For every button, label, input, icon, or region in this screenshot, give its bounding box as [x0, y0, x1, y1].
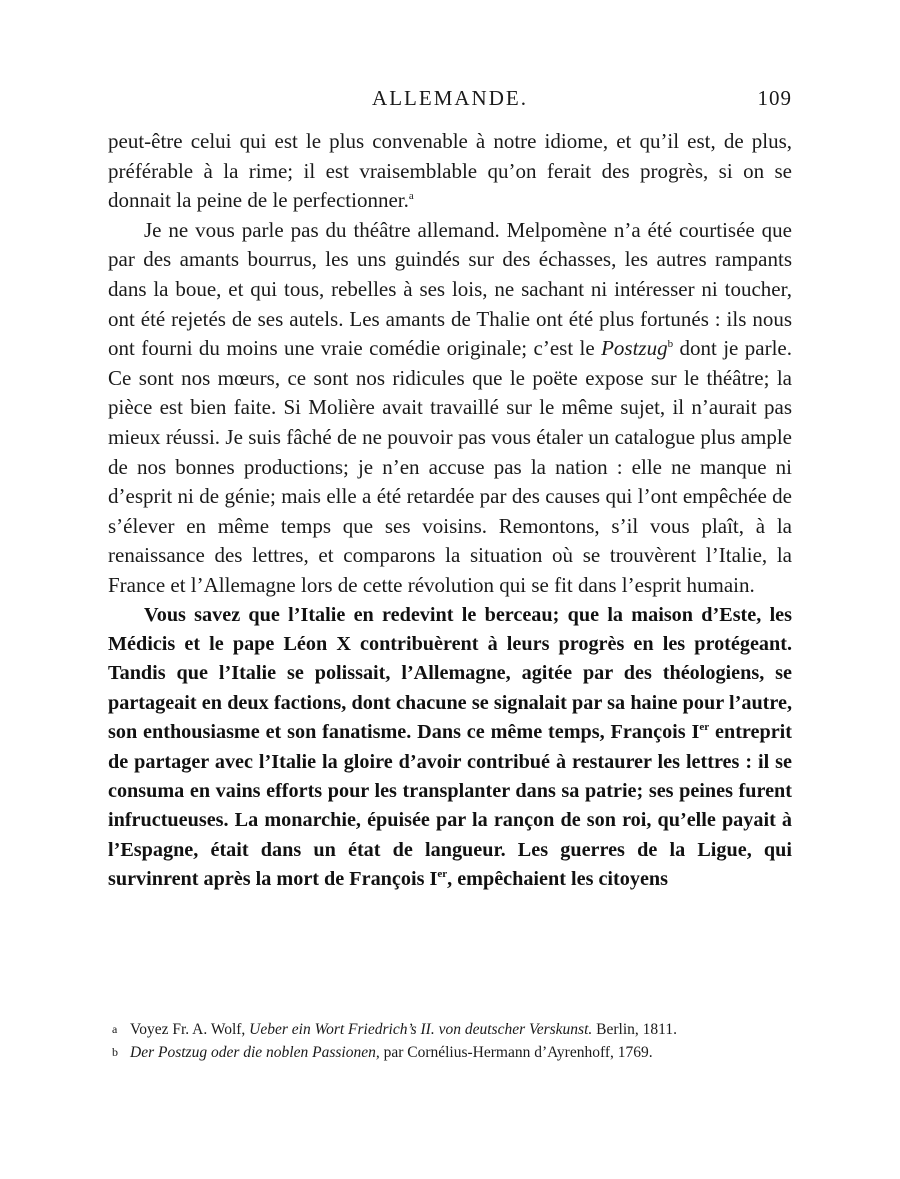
footnote-b — [108, 1041, 792, 1064]
footnote-mark: b — [112, 1045, 118, 1059]
paragraph-continuation — [108, 127, 792, 216]
footnote-text — [130, 1018, 677, 1041]
text-run: Vous savez que l’Italie en redevint le berceau; que la maison d’Este, les Médicis et le pape Léon X contribuèrent à leurs progrès en les protégeant. Tandis que l’Italie se polissait, l’Allemagne, agitée par des théologiens, se partageait en deux factions, dont chacune se signalait par sa haine pour l’autre, son enthousiasme et son fanatisme. Dans ce même temps, François I — [108, 603, 792, 744]
text-run: Berlin, 1811. — [592, 1021, 677, 1038]
footnote-a — [108, 1018, 792, 1041]
italic-text: Ueber ein Wort Friedrich’s II. von deutscher Verskunst. — [249, 1021, 593, 1038]
text-run: dont je parle. Ce sont nos mœurs, ce sont nos ridicules que le poëte expose sur le théâtre; la pièce est bien faite. Si Molière avait travaillé sur le même sujet, il n’aurait pas mieux réussi. Je suis fâché de ne pouvoir pas vous étaler un catalogue plus ample de nos bonnes productions; je n’en accuse pas la nation : elle ne manque ni d’esprit ni de génie; mais elle a été retardée par des causes qui l’ont empêchée de s’élever en même temps que ses voisins. Remontons, s’il vous plaît, à la renaissance des lettres, et comparons la situation où se trouvèrent l’Italie, la France et l’Allemagne lors de cette révolution qui se fit dans l’esprit humain. — [108, 336, 792, 597]
text-run: , empêchaient les citoyens — [447, 868, 668, 891]
body-text — [108, 127, 792, 895]
running-head — [108, 86, 792, 116]
page-number: 109 — [757, 86, 792, 110]
note-reference: b — [667, 338, 674, 351]
note-reference: er — [437, 868, 448, 881]
text-run: entreprit de partager avec l’Italie la gloire d’avoir contribué à restaurer les lettres : il se consuma en vains efforts pour les transplanter dans sa patrie; ses peines furent infructueuses. La monarchie, épuisée par la rançon de son roi, qu’elle payait à l’Espagne, était dans un état de langueur. Les guerres de la Ligue, qui survinrent après la mort de François I — [108, 721, 792, 891]
note-reference: er — [699, 721, 710, 734]
text-run: Je ne vous parle pas du théâtre allemand. Melpomène n’a été courtisée que par des amants bourrus, les uns guindés sur des échasses, les autres rampants dans la boue, et qui tous, rebelles à ses lois, ne sachant ni intéresser ni toucher, ont été rejetés de ses autels. Les amants de Thalie ont été plus fortunés : ils nous ont fourni du moins une vraie comédie originale; c’est le — [108, 217, 792, 361]
footnote-text — [130, 1041, 653, 1064]
italic-text: Postzug — [601, 336, 668, 361]
paragraph-theatre — [108, 216, 792, 601]
footnotes — [108, 1018, 792, 1064]
text-run: peut-être celui qui est le plus convenable à notre idiome, et qu’il est, de plus, préférable à la rime; il est vraisemblable qu’on ferait des progrès, si on se donnait la peine de le perfectionner. — [108, 129, 792, 213]
text-run: par Cornélius-Hermann d’Ayrenhoff, 1769. — [379, 1044, 653, 1061]
running-title: ALLEMANDE. — [372, 86, 528, 110]
footnote-mark: a — [112, 1022, 118, 1036]
paragraph-italy — [108, 601, 792, 895]
note-reference: a — [408, 190, 414, 203]
italic-text: Der Postzug oder die noblen Passionen, — [130, 1044, 380, 1061]
text-run: Voyez Fr. A. Wolf, — [130, 1021, 250, 1038]
